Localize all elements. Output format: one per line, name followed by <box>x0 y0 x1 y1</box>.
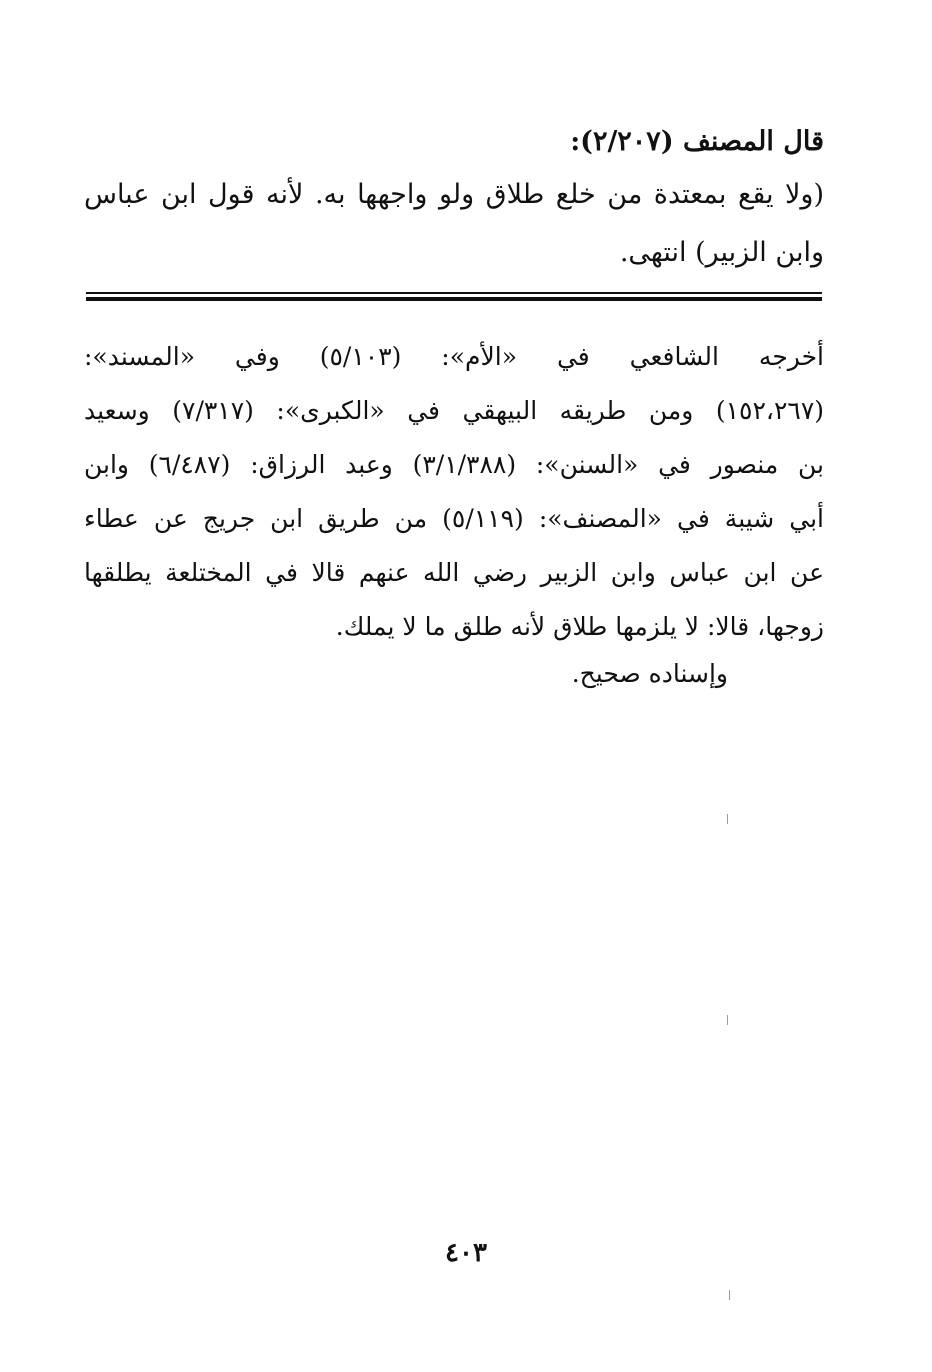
commentary-block <box>84 330 824 654</box>
divider-thick <box>86 297 822 301</box>
divider-thin <box>86 292 822 294</box>
commentary-line: أبي شيبة في «المصنف»: (٥/١١٩) من طريق ابن جريج عن عطاء <box>84 504 825 533</box>
commentary-line: بن منصور في «السنن»: (٣/١/٣٨٨) وعبد الرزاق: (٦/٤٨٧) وابن <box>84 450 824 479</box>
commentary-line: عن ابن عباس وابن الزبير رضي الله عنهم قالا في المختلعة يطلقها <box>84 558 824 587</box>
scan-speck <box>727 1015 728 1025</box>
quoted-text: (ولا يقع بمعتدة من خلع طلاق ولو واجهها به. لأنه قول ابن عباس وابن الزبير) انتهى. <box>84 179 824 268</box>
scan-speck <box>727 814 728 824</box>
commentary-line: أخرجه الشافعي في «الأم»: (٥/١٠٣) وفي «المسند»: <box>84 342 824 371</box>
commentary-line: (١٥٢،٢٦٧) ومن طريقه البيهقي في «الكبرى»: (٧/٣١٧) وسعيد <box>84 396 825 425</box>
section-heading: قال المصنف (٢/٢٠٧): <box>570 126 824 157</box>
conclusion-text: وإسناده صحيح. <box>571 659 728 688</box>
commentary-line: زوجها، قالا: لا يلزمها طلاق لأنه طلق ما لا يملك. <box>335 612 824 641</box>
page-number: ٤٠٣ <box>445 1238 487 1268</box>
scan-speck <box>729 1290 730 1300</box>
